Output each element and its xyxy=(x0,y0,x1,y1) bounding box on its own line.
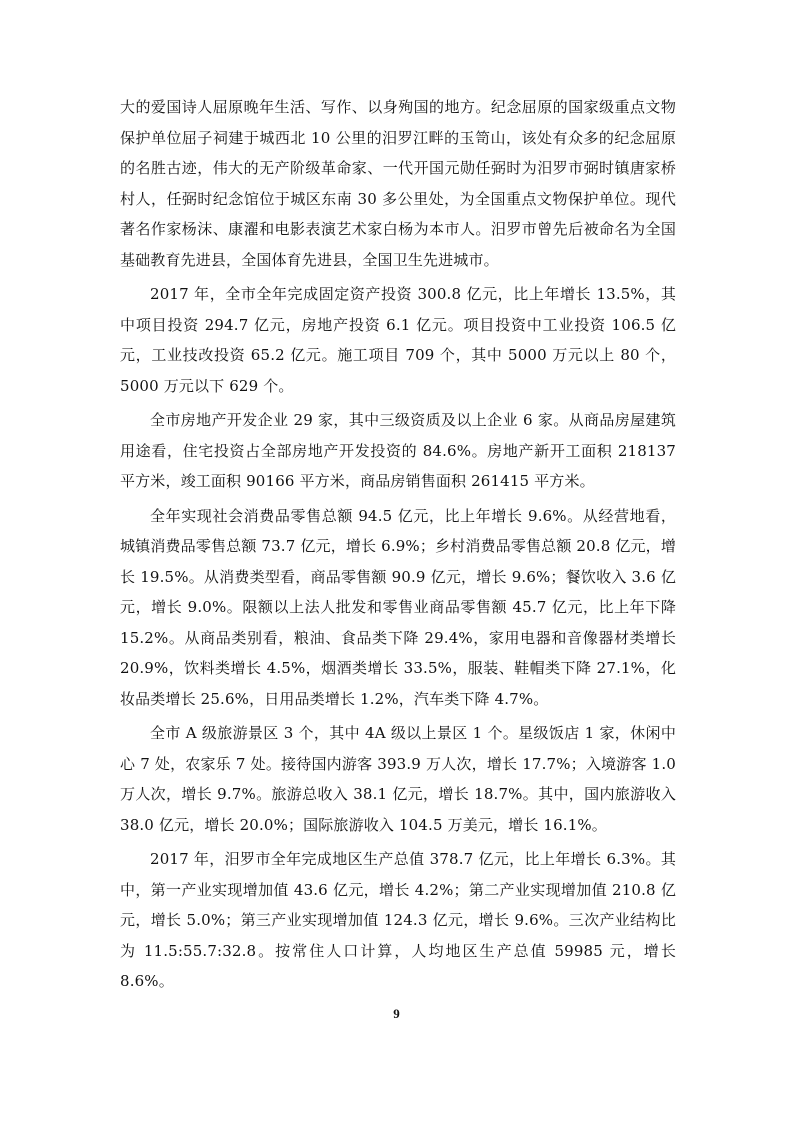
paragraph-gdp: 2017 年，汨罗市全年完成地区生产总值 378.7 亿元，比上年增长 6.3%。其中，第一产业实现增加值 43.6 亿元，增长 4.2%；第二产业实现增加值 210.8 亿元，增长 5.0%；第三产业实现增加值 124.3 亿元，增长 9.6%。三次产业结构比为 11.5:55.7:32.8。按常住人口计算，人均地区生产总值 59985 元，增长 8.6%。 xyxy=(120,850,676,990)
page-number: 9 xyxy=(393,1006,400,1021)
paragraph-qu-yuan-heritage: 大的爱国诗人屈原晚年生活、写作、以身殉国的地方。纪念屈原的国家级重点文物保护单位屈子祠建于城西北 10 公里的汨罗江畔的玉笥山，该处有众多的纪念屈原的名胜古迹，伟大的无产阶级革命家、一代开国元勋任弼时为汨罗市弼时镇唐家桥村人，任弼时纪念馆位于城区东南 30 多公里处，为全国重点文物保护单位。现代著名作家杨沫、康濯和电影表演艺术家白杨为本市人。汨罗市曾先后被命名为全国基础教育先进县，全国体育先进县，全国卫生先进城市。 xyxy=(120,98,676,269)
document-body xyxy=(120,92,676,1001)
paragraph-real-estate: 全市房地产开发企业 29 家，其中三级资质及以上企业 6 家。从商品房屋建筑用途看，住宅投资占全部房地产开发投资的 84.6%。房地产新开工面积 218137 平方米，竣工面积 90166 平方米，商品房销售面积 261415 平方米。 xyxy=(120,411,676,490)
paragraph-retail-sales: 全年实现社会消费品零售总额 94.5 亿元，比上年增长 9.6%。从经营地看，城镇消费品零售总额 73.7 亿元，增长 6.9%；乡村消费品零售总额 20.8 亿元，增长 19.5%。从消费类型看，商品零售额 90.9 亿元，增长 9.6%；餐饮收入 3.6 亿元，增长 9.0%。限额以上法人批发和零售业商品零售额 45.7 亿元，比上年下降 15.2%。从商品类别看，粮油、食品类下降 29.4%，家用电器和音像器材类增长 20.9%，饮料类增长 4.5%，烟酒类增长 33.5%，服装、鞋帽类下降 27.1%，化妆品类增长 25.6%，日用品类增长 1.2%，汽车类下降 4.7%。 xyxy=(120,506,676,708)
paragraph-tourism: 全市 A 级旅游景区 3 个，其中 4A 级以上景区 1 个。星级饭店 1 家，休闲中心 7 处，农家乐 7 处。接待国内游客 393.9 万人次，增长 17.7%；入境游客 1.0 万人次，增长 9.7%。旅游总收入 38.1 亿元，增长 18.7%。其中，国内旅游收入 38.0 亿元，增长 20.0%；国际旅游收入 104.5 万美元，增长 16.1%。 xyxy=(120,724,676,834)
paragraph-fixed-asset-investment: 2017 年，全市全年完成固定资产投资 300.8 亿元，比上年增长 13.5%，其中项目投资 294.7 亿元，房地产投资 6.1 亿元。项目投资中工业投资 106.5 亿元，工业技改投资 65.2 亿元。施工项目 709 个，其中 5000 万元以上 80 个，5000 万元以下 629 个。 xyxy=(120,285,676,395)
